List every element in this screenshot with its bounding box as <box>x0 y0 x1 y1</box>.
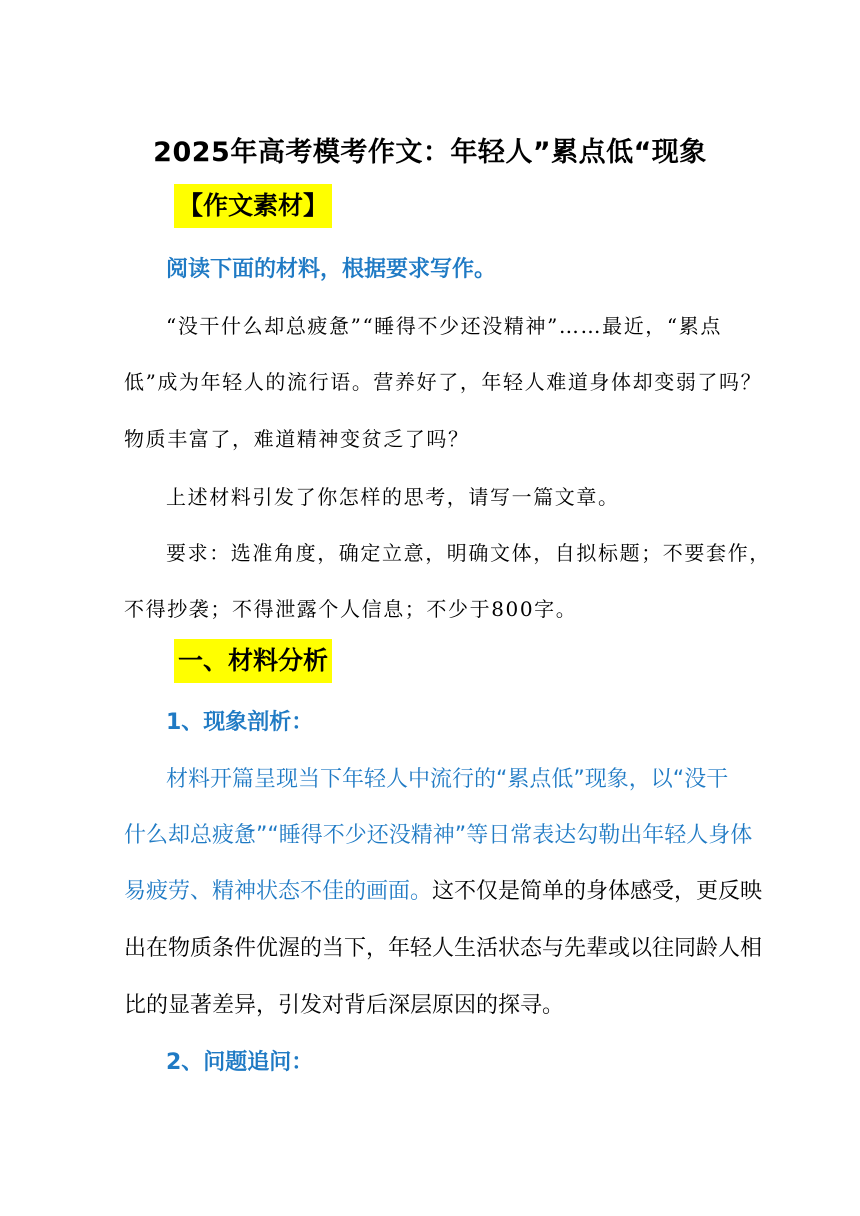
analysis-line5-black: 比的显著差异，引发对背后深层原因的探寻。 <box>124 993 565 1018</box>
analysis-line5 <box>124 988 564 1019</box>
document-title: 2025年高考模考作文：年轻人”累点低“现象 <box>153 137 707 168</box>
analysis-line2 <box>124 818 752 849</box>
analysis-line3-black: 这不仅是简单的身体感受，更反映 <box>432 879 763 904</box>
requirement-line2: 不得抄袭；不得泄露个人信息；不少于800字。 <box>124 597 578 621</box>
writing-prompt: 阅读下面的材料，根据要求写作。 <box>166 257 497 282</box>
subheading-question: 2、问题追问： <box>166 1050 314 1075</box>
analysis-line1-blue: 材料开篇呈现当下年轻人中流行的“累点低”现象，以“没干 <box>166 767 729 792</box>
requirement-line1: 要求：选准角度，确定立意，明确文体，自拟标题；不要套作， <box>166 541 771 565</box>
analysis-line4 <box>124 931 762 962</box>
analysis-heading: 一、材料分析 <box>174 639 332 683</box>
material-para1-line3: 物质丰富了，难道精神变贫乏了吗？ <box>124 427 470 451</box>
analysis-line1 <box>166 762 728 793</box>
analysis-line2-blue: 什么却总疲惫”“睡得不少还没精神”等日常表达勾勒出年轻人身体 <box>124 823 753 848</box>
analysis-line4-black: 出在物质条件优渥的当下，年轻人生活状态与先辈或以往同龄人相 <box>124 936 763 961</box>
material-para1-line2: 低”成为年轻人的流行语。营养好了，年轻人难道身体却变弱了吗？ <box>124 370 763 394</box>
material-para1-line1: “没干什么却总疲惫”“睡得不少还没精神”……最近，“累点 <box>166 314 722 338</box>
analysis-line3 <box>124 874 762 905</box>
material-heading: 【作文素材】 <box>174 184 332 228</box>
material-para2: 上述材料引发了你怎样的思考，请写一篇文章。 <box>166 485 620 509</box>
subheading-phenomenon: 1、现象剖析： <box>166 710 314 735</box>
analysis-line3-blue: 易疲劳、精神状态不佳的画面。 <box>124 879 433 904</box>
